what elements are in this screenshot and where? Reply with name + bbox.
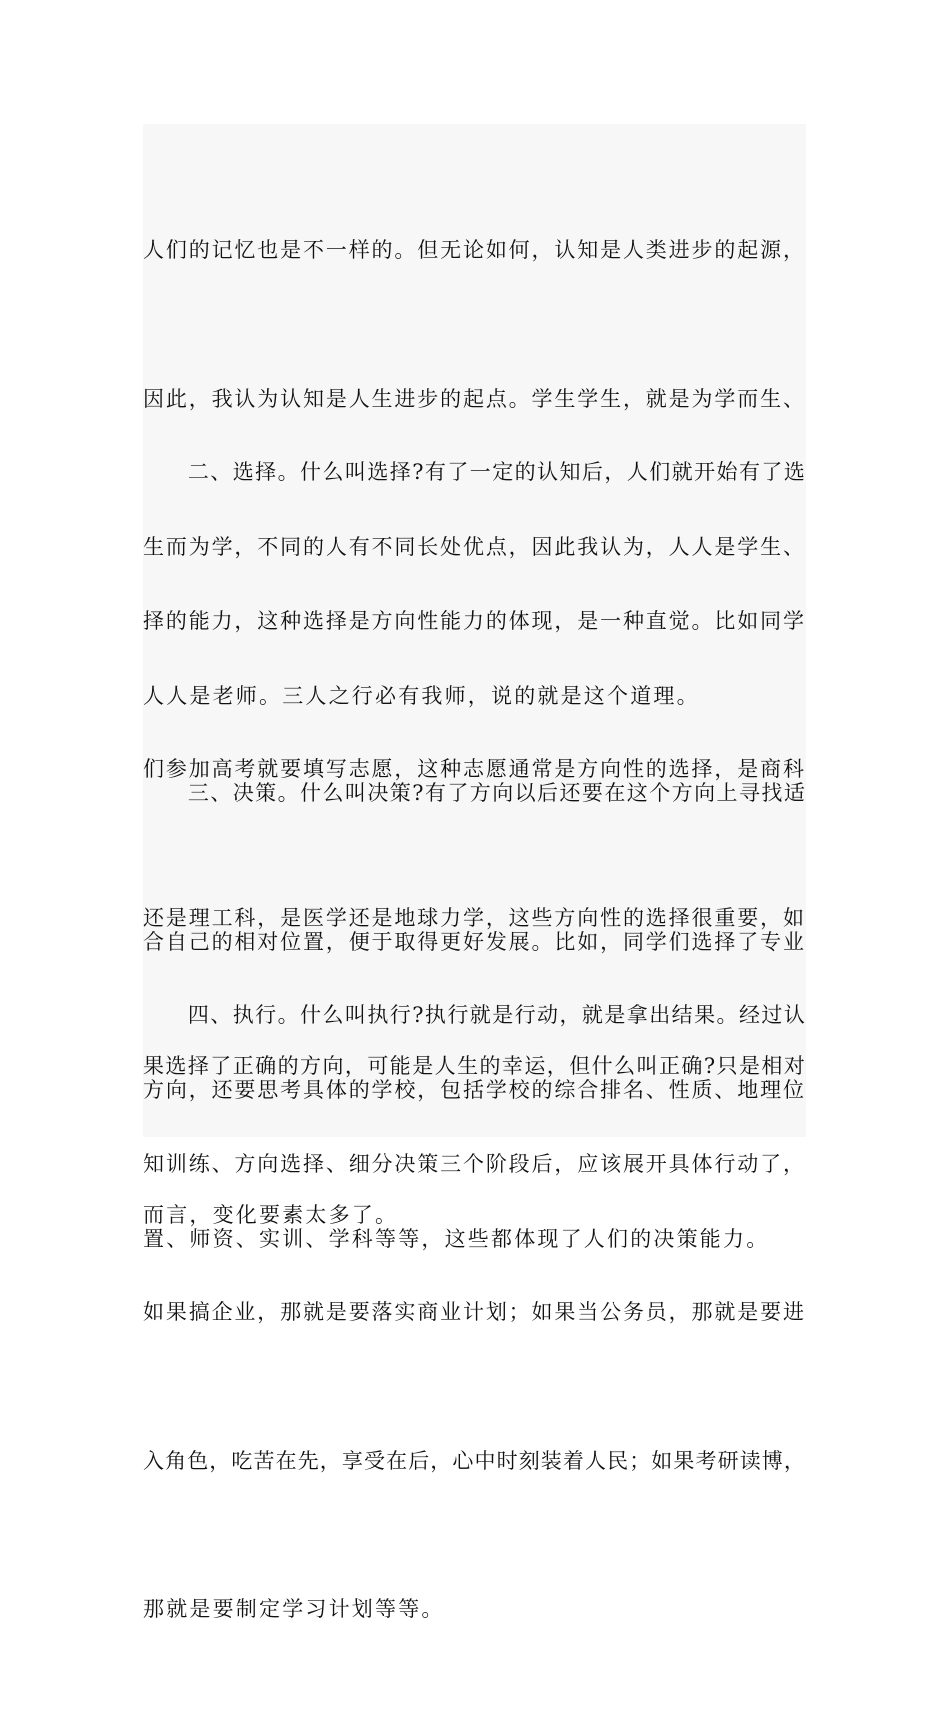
text-line: 而言，变化要素太多了。 [143, 1202, 399, 1227]
text-line: 择的能力，这种选择是方向性能力的体现，是一种直觉。比如同学 [143, 608, 806, 633]
text-line: 二、选择。什么叫选择?有了一定的认知后，人们就开始有了选 [143, 460, 807, 484]
text-line: 方向，还要思考具体的学校，包括学校的综合排名、性质、地理位 [143, 1078, 806, 1102]
text-line: 果选择了正确的方向，可能是人生的幸运，但什么叫正确?只是相对 [143, 1054, 807, 1078]
text-line: 四、执行。什么叫执行?执行就是行动，就是拿出结果。经过认 [143, 1003, 807, 1027]
text-line: 如果搞企业，那就是要落实商业计划；如果当公务员，那就是要进 [143, 1300, 806, 1324]
paragraph-4-execution [143, 892, 806, 1734]
text-line: 合自己的相对位置，便于取得更好发展。比如，同学们选择了专业 [143, 929, 806, 954]
text-block [143, 124, 807, 1621]
text-line: 人们的记忆也是不一样的。但无论如何，认知是人类进步的起源， [143, 238, 806, 262]
text-line: 因此，我认为认知是人生进步的起点。学生学生，就是为学而生、 [143, 386, 806, 411]
text-line: 三、决策。什么叫决策?有了方向以后还要在这个方向上寻找适 [143, 781, 807, 805]
text-line: 人人是老师。三人之行必有我师，说的就是这个道理。 [143, 683, 700, 708]
text-line: 生而为学，不同的人有不同长处优点，因此我认为，人人是学生、 [143, 535, 806, 559]
text-line: 入角色，吃苦在先，享受在后，心中时刻装着人民；如果考研读博， [143, 1448, 806, 1473]
text-line: 知训练、方向选择、细分决策三个阶段后，应该展开具体行动了， [143, 1151, 806, 1176]
text-line: 置、师资、实训、学科等等，这些都体现了人们的决策能力。 [143, 1226, 770, 1251]
text-line: 们参加高考就要填写志愿，这种志愿通常是方向性的选择，是商科 [143, 757, 806, 781]
text-line: 那就是要制定学习计划等等。 [143, 1597, 445, 1621]
text-line: 还是理工科，是医学还是地球力学，这些方向性的选择很重要，如 [143, 905, 806, 930]
